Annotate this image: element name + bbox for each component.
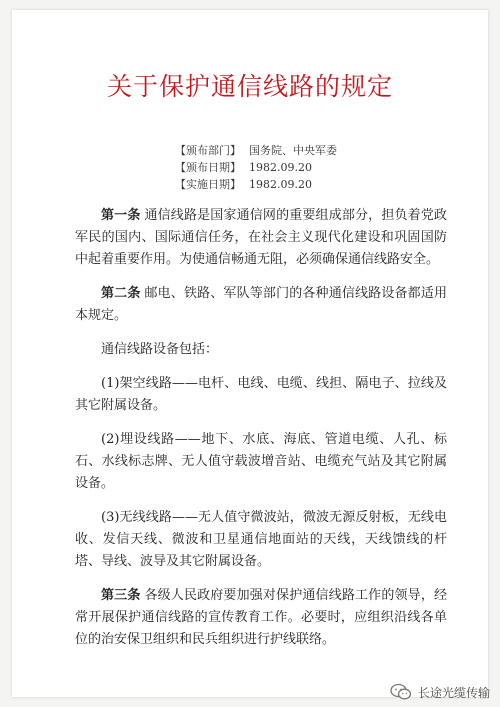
meta-row-issuer xyxy=(175,142,337,159)
paragraph-text: 邮电、铁路、军队等部门的各种通信线路设备都适用本规定。 xyxy=(75,286,447,323)
article-paragraph xyxy=(75,283,447,327)
list-item xyxy=(75,373,447,417)
paragraph xyxy=(75,339,447,361)
document-title: 关于保护通信线路的规定 xyxy=(106,72,393,101)
meta-label: 【颁布部门】 xyxy=(175,144,241,157)
paragraph-text: 通信线路设备包括： xyxy=(101,342,219,357)
meta-label: 【实施日期】 xyxy=(175,178,241,191)
article-number: 第二条 xyxy=(101,286,141,301)
paragraph-text: (1)架空线路——电杆、电线、电缆、线担、隔电子、拉线及其它附属设备。 xyxy=(75,376,447,413)
meta-value: 1982.09.20 xyxy=(249,178,312,191)
meta-row-issue-date xyxy=(175,159,337,176)
list-item xyxy=(75,507,447,573)
article-number: 第一条 xyxy=(101,208,141,223)
article-paragraph xyxy=(75,585,447,651)
document-page xyxy=(12,10,488,697)
paragraph-text: 通信线路是国家通信网的重要组成部分，担负着党政军民的国内、国际通信任务，在社会主义现代化建设和巩固国防中起着重要作用。为使通信畅通无阻，必须确保通信线路安全。 xyxy=(75,208,447,267)
document-meta xyxy=(175,142,337,193)
paragraph-text: 各级人民政府要加强对保护通信线路工作的领导，经常开展保护通信线路的宣传教育工作。必要时，应组织沿线各单位的治安保卫组织和民兵组织进行护线联络。 xyxy=(75,588,447,647)
meta-value: 1982.09.20 xyxy=(249,161,312,174)
meta-value: 国务院、中央军委 xyxy=(249,144,337,157)
wechat-icon xyxy=(390,683,412,701)
article-number: 第三条 xyxy=(101,588,141,603)
meta-label: 【颁布日期】 xyxy=(175,161,241,174)
list-item xyxy=(75,429,447,495)
document-body xyxy=(75,205,447,663)
watermark-text: 长途光缆传输 xyxy=(417,685,490,700)
watermark xyxy=(390,683,490,701)
meta-row-effective-date xyxy=(175,176,337,193)
article-paragraph xyxy=(75,205,447,271)
paragraph-text: (3)无线线路——无人值守微波站，微波无源反射板，无线电收、发信天线、微波和卫星通信地面站的天线，天线馈线的杆塔、导线、波导及其它附属设备。 xyxy=(75,510,447,569)
paragraph-text: (2)埋设线路——地下、水底、海底、管道电缆、人孔、标石、水线标志牌、无人值守载波增音站、电缆充气站及其它附属设备。 xyxy=(75,432,447,491)
